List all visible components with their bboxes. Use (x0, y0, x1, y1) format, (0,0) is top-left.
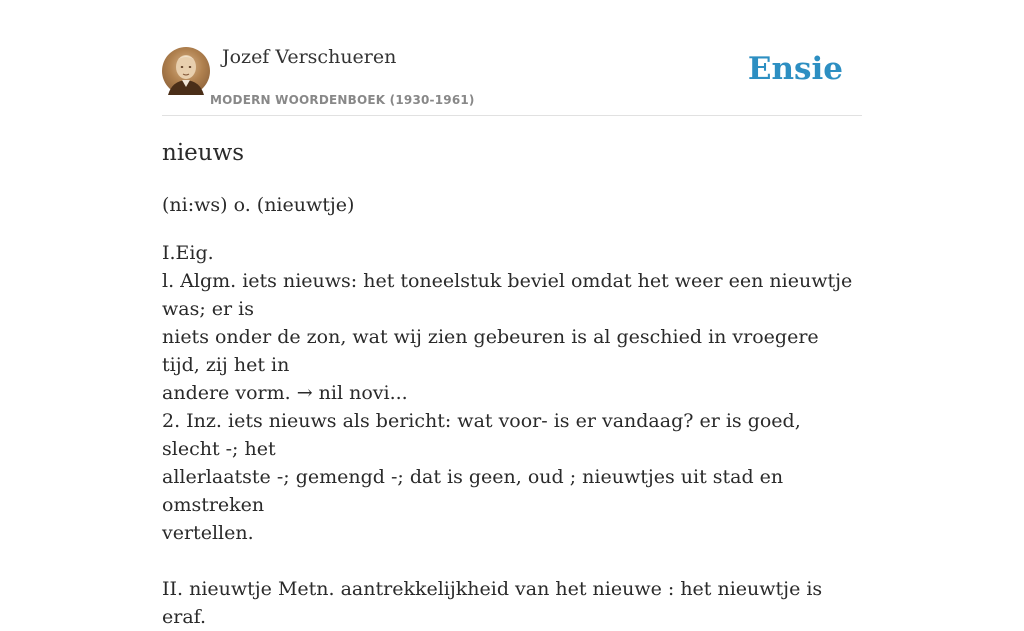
definition-line: andere vorm. → nil novi... (162, 382, 408, 404)
definition-line: I.Eig. (162, 242, 214, 264)
author-avatar[interactable] (162, 47, 210, 95)
portrait-icon (162, 47, 210, 95)
definition-line: 2. Inz. iets nieuws als bericht: wat voor- is er vandaag? er is goed, slecht -; het (162, 410, 801, 460)
definition-line: II. nieuwtje Metn. aantrekkelijkheid van het nieuwe : het nieuwtje is eraf. (162, 578, 823, 628)
ensie-logo[interactable]: Ensie (747, 51, 843, 87)
definition-line: vertellen. (162, 522, 254, 544)
entry-definition (162, 239, 862, 631)
entry-pronunciation: (ni:ws) o. (nieuwtje) (162, 194, 355, 216)
entry-page (162, 0, 862, 628)
definition-line: l. Algm. iets nieuws: het toneelstuk beviel omdat het weer een nieuwtje was; er is (162, 270, 853, 320)
author-name[interactable]: Jozef Verschueren (222, 46, 397, 68)
definition-spacer (162, 547, 862, 575)
definition-line: niets onder de zon, wat wij zien gebeuren is al geschied in vroegere tijd, zij het in (162, 326, 819, 376)
header-divider (162, 115, 862, 116)
entry-headword: nieuws (162, 140, 245, 166)
source-label[interactable]: MODERN WOORDENBOEK (1930-1961) (210, 93, 475, 107)
definition-line: allerlaatste -; gemengd -; dat is geen, oud ; nieuwtjes uit stad en omstreken (162, 466, 784, 516)
